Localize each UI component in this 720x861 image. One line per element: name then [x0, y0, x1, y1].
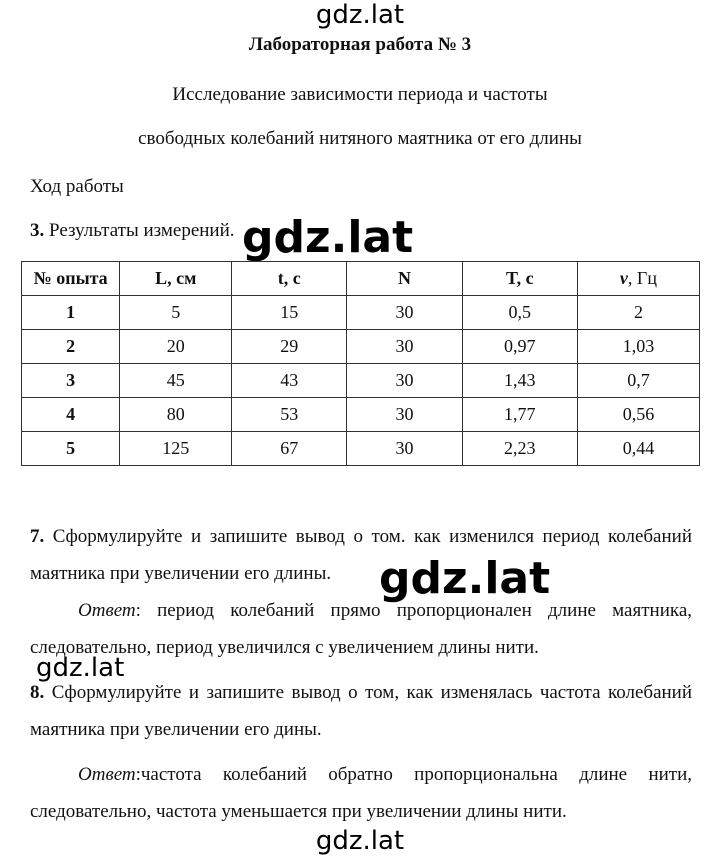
page-title: Лабораторная работа № 3 [248, 34, 472, 55]
cell: 0,7 [577, 364, 699, 398]
table-header-row [22, 262, 700, 296]
cell: 125 [120, 432, 232, 466]
cell: 30 [347, 432, 462, 466]
cell: 1 [22, 296, 120, 330]
header-frequency [577, 262, 699, 296]
header-length: L, см [120, 262, 232, 296]
answer-8-label: Ответ [78, 764, 136, 785]
question-7 [30, 518, 692, 592]
cell: 15 [232, 296, 347, 330]
cell: 2 [22, 330, 120, 364]
question-8-text: Сформулируйте и запишите вывод о том, как изменялась частота колебаний маятника при увеличении его дины. [30, 682, 693, 740]
cell: 30 [347, 330, 462, 364]
answer-8-text: :частота колебаний обратно пропорциональна длине нити, следовательно, частота уменьшается при увеличении длины нити. [30, 764, 692, 822]
results-table [21, 261, 700, 466]
table-row [22, 398, 700, 432]
cell: 67 [232, 432, 347, 466]
cell: 29 [232, 330, 347, 364]
cell: 1,03 [577, 330, 699, 364]
question-8 [30, 674, 692, 748]
section-heading: Ход работы [30, 176, 124, 197]
cell: 80 [120, 398, 232, 432]
question-7-number: 7. [30, 526, 45, 547]
cell: 30 [347, 364, 462, 398]
watermark-bottom: gdz.lat [315, 826, 405, 856]
cell: 45 [120, 364, 232, 398]
header-time: t, c [232, 262, 347, 296]
answer-7 [30, 592, 692, 666]
nu-symbol: ν [619, 268, 628, 288]
results-text: Результаты измерений. [49, 220, 235, 241]
watermark-left: gdz.lat [36, 653, 125, 683]
watermark-large-2: gdz.lat [379, 553, 551, 604]
results-heading [30, 220, 235, 242]
answer-7-label: Ответ [78, 600, 136, 621]
header-experiment: № опыта [22, 262, 120, 296]
table-row [22, 432, 700, 466]
cell: 53 [232, 398, 347, 432]
cell: 0,56 [577, 398, 699, 432]
cell: 0,44 [577, 432, 699, 466]
answer-8 [30, 756, 692, 830]
header-period: T, c [462, 262, 577, 296]
cell: 43 [232, 364, 347, 398]
watermark-top: gdz.lat [315, 0, 405, 30]
question-8-number: 8. [30, 682, 45, 703]
watermark-large-1: gdz.lat [242, 212, 414, 263]
subtitle-line-2: свободных колебаний нитяного маятника от его длины [138, 128, 582, 149]
cell: 3 [22, 364, 120, 398]
header-count: N [347, 262, 462, 296]
subtitle-line-1: Исследование зависимости периода и частоты [172, 84, 548, 105]
cell: 2,23 [462, 432, 577, 466]
cell: 2 [577, 296, 699, 330]
cell: 1,77 [462, 398, 577, 432]
cell: 30 [347, 296, 462, 330]
cell: 0,5 [462, 296, 577, 330]
cell: 20 [120, 330, 232, 364]
answer-7-text: : период колебаний прямо пропорционален длине маятника, следовательно, период увеличился с увеличением длины нити. [30, 600, 692, 658]
question-7-text: Сформулируйте и запишите вывод о том. как изменился период колебаний маятника при увеличении его длины. [30, 526, 692, 584]
cell: 5 [120, 296, 232, 330]
cell: 4 [22, 398, 120, 432]
cell: 1,43 [462, 364, 577, 398]
cell: 30 [347, 398, 462, 432]
frequency-unit: , Гц [627, 268, 657, 288]
table-row [22, 296, 700, 330]
cell: 5 [22, 432, 120, 466]
table-row [22, 330, 700, 364]
cell: 0,97 [462, 330, 577, 364]
table-row [22, 364, 700, 398]
results-number: 3. [30, 220, 45, 241]
